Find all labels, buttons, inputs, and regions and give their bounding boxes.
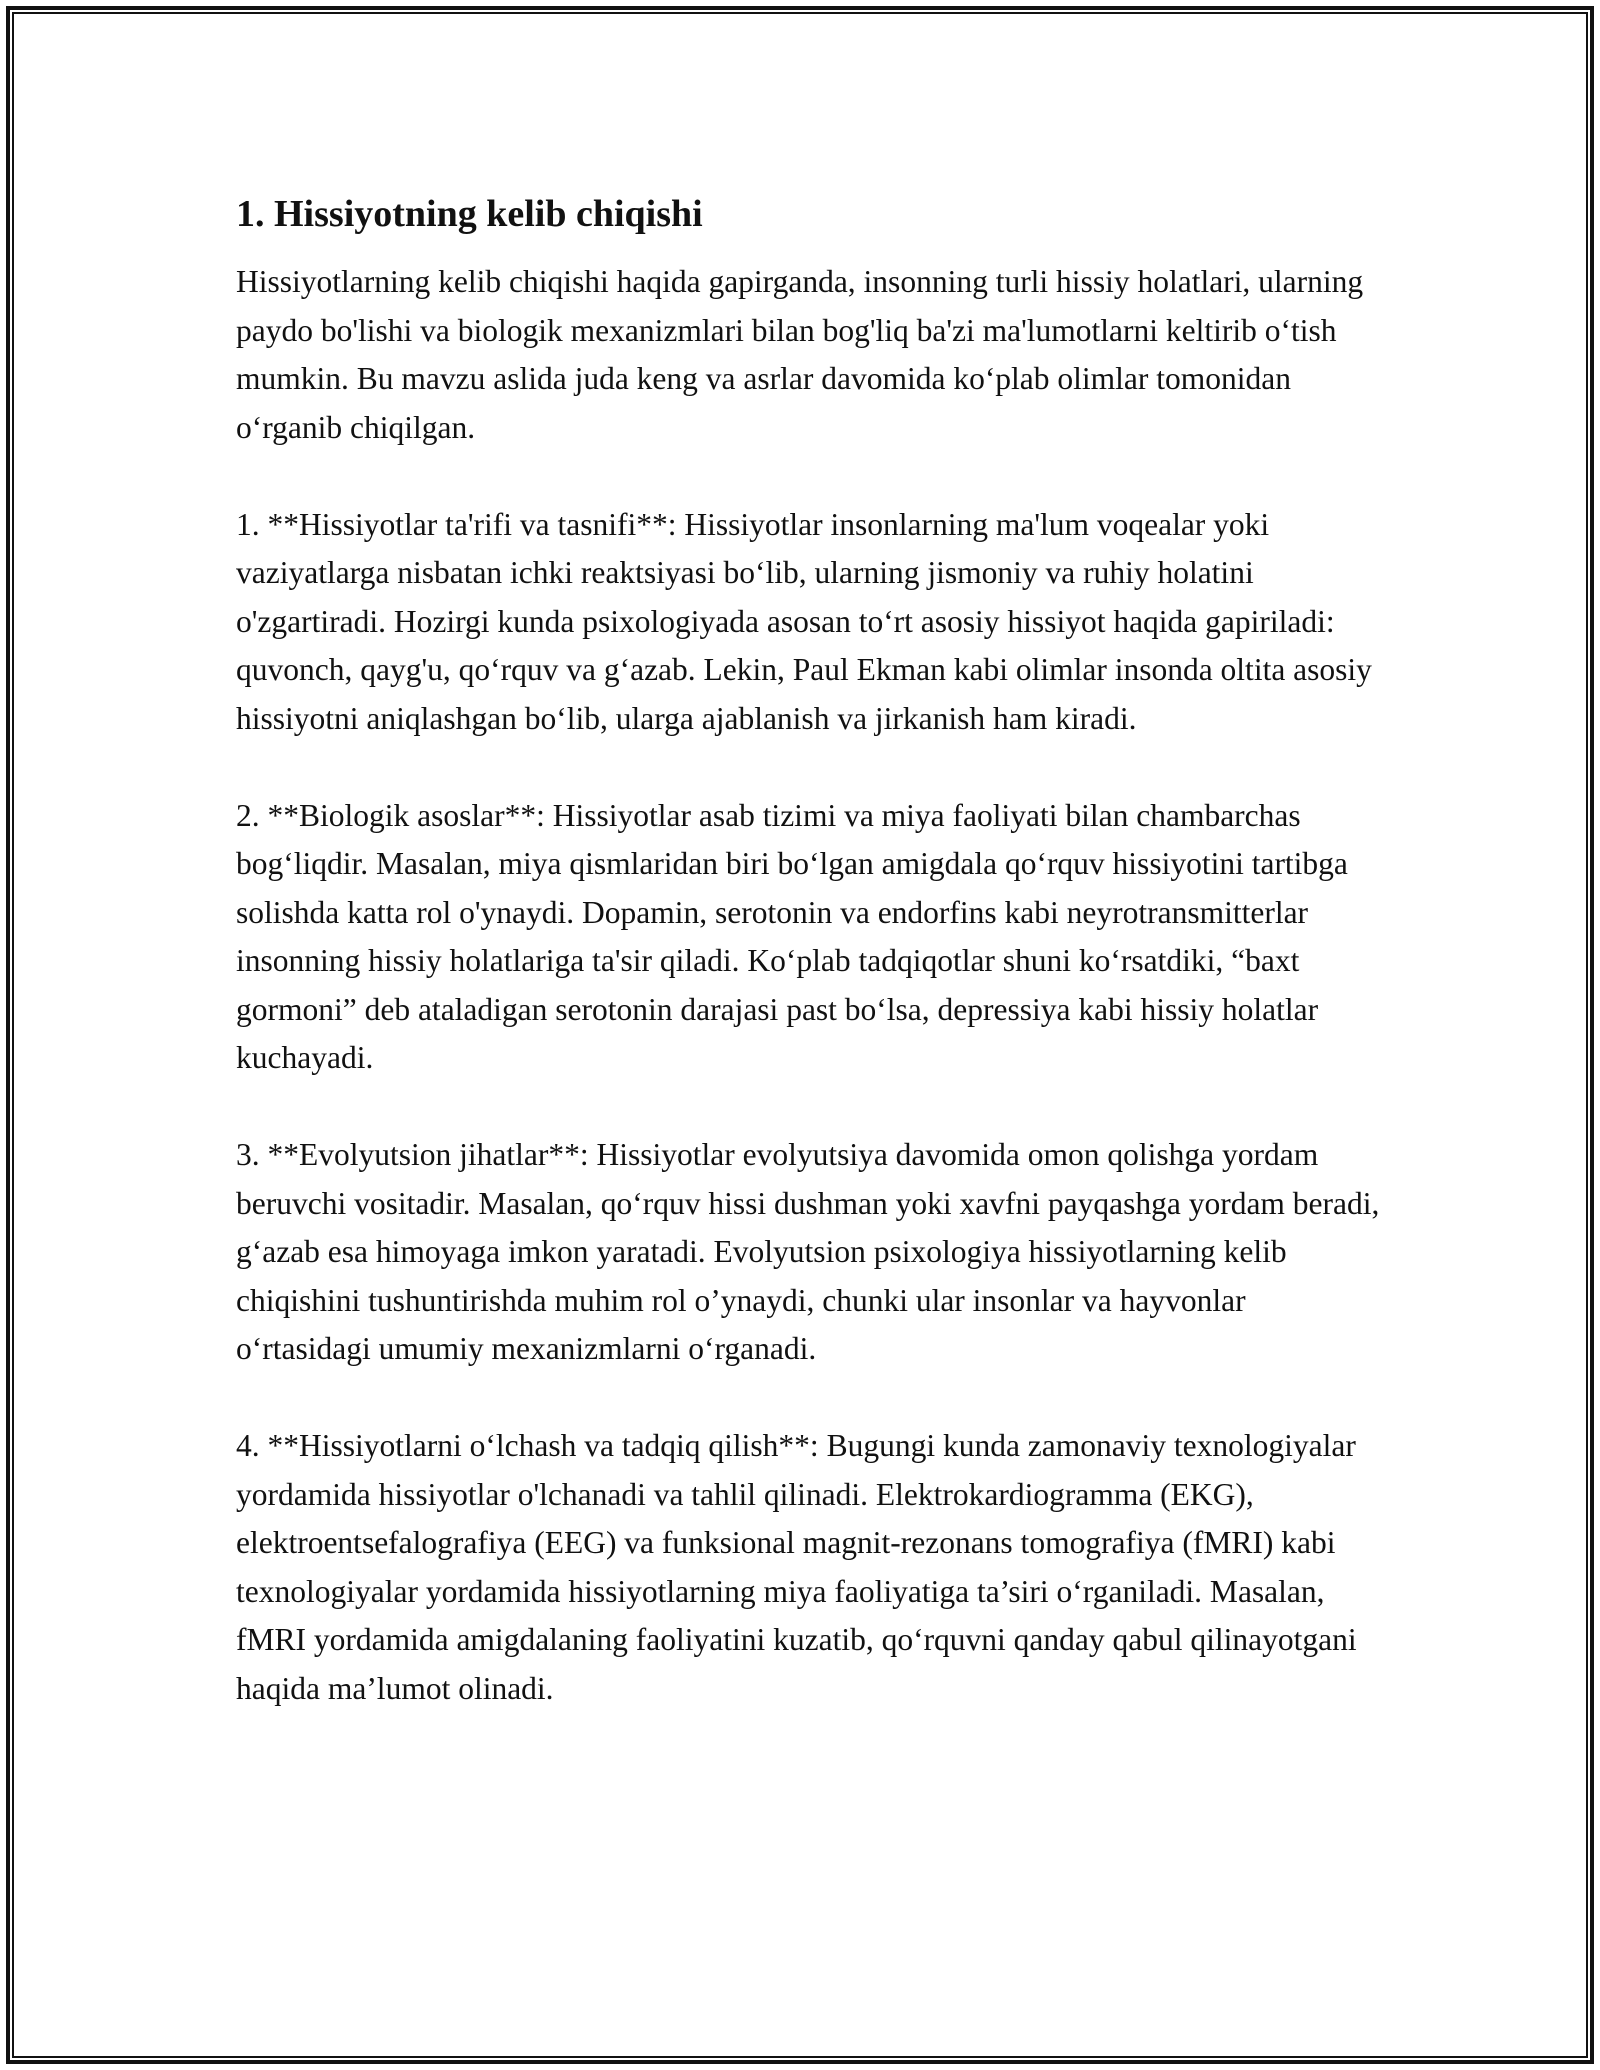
paragraph-evolutionary-aspects: 3. **Evolyutsion jihatlar**: Hissiyotlar evolyutsiya davomida omon qolishga yordam beruvchi vositadir. Masalan, qo‘rquv hissi dushman yoki xavfni payqashga yordam beradi, g‘azab esa himoyaga imkon yaratadi. Evolyutsion psixologiya hissiyotlarning kelib chiqishini tushuntirishda muhim rol o’ynaydi, chunki ular insonlar va hayvonlar o‘rtasidagi umumiy mexanizmlarni o‘rganadi.: [236, 1137, 1380, 1366]
paragraph-biological-basis: 2. **Biologik asoslar**: Hissiyotlar asab tizimi va miya faoliyati bilan chambarchas bog‘liqdir. Masalan, miya qismlaridan biri bo‘lgan amigdala qo‘rquv hissiyotini tartibga solishda katta rol o'ynaydi. Dopamin, serotonin va endorfins kabi neyrotransmitterlar insonning hissiy holatlariga ta'sir qiladi. Ko‘plab tadqiqotlar shuni ko‘rsatdiki, “baxt gormoni” deb ataladigan serotonin darajasi past bo‘lsa, depressiya kabi hissiy holatlar kuchayadi.: [236, 797, 1348, 1075]
paragraph-definition-classification: 1. **Hissiyotlar ta'rifi va tasnifi**: Hissiyotlar insonlarning ma'lum voqealar yoki vaziyatlarga nisbatan ichki reaktsiyasi bo‘lib, ularning jismoniy va ruhiy holatini o'zgartiradi. Hozirgi kunda psixologiyada asosan to‘rt asosiy hissiyot haqida gapiriladi: quvonch, qayg'u, qo‘rquv va g‘azab. Lekin, Paul Ekman kabi olimlar insonda oltita asosiy hissiyotni aniqlashgan bo‘lib, ularga ajablanish va jirkanish ham kiradi.: [236, 506, 1372, 736]
intro-paragraph: Hissiyotlarning kelib chiqishi haqida gapirganda, insonning turli hissiy holatlari, ularning paydo bo'lishi va biologik mexanizmlari bilan bog'liq ba'zi ma'lumotlarni keltirib o‘tish mumkin. Bu mavzu aslida juda keng va asrlar davomida ko‘plab olimlar tomonidan o‘rganib chiqilgan.: [236, 264, 1364, 445]
section-heading: 1. Hissiyotning kelib chiqishi: [236, 193, 703, 235]
document-body: [236, 188, 1386, 1762]
paragraph-measurement-research: 4. **Hissiyotlarni o‘lchash va tadqiq qilish**: Bugungi kunda zamonaviy texnologiyalar yordamida hissiyotlar o'lchanadi va tahlil qilinadi. Elektrokardiogramma (EKG), elektroentsefalografiya (EEG) va funksional magnit-rezonans tomografiya (fMRI) kabi texnologiyalar yordamida hissiyotlarning miya faoliyatiga ta’siri o‘rganiladi. Masalan, fMRI yordamida amigdalaning faoliyatini kuzatib, qo‘rquvni qanday qabul qilinayotgani haqida ma’lumot olinadi.: [236, 1428, 1357, 1706]
